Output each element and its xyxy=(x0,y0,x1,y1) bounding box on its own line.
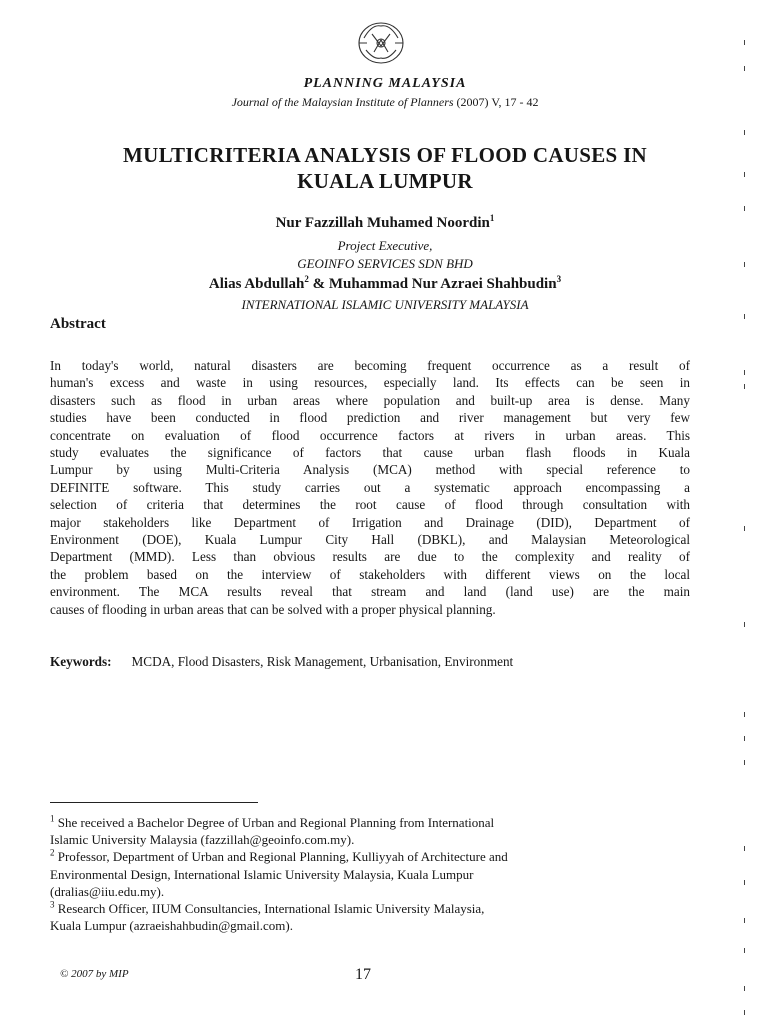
scan-margin-marks xyxy=(744,0,764,1024)
scan-mark xyxy=(744,986,745,991)
journal-subtitle xyxy=(0,95,770,110)
footnote-3-text: Research Officer, IIUM Consultancies, International Islamic University Malaysia, xyxy=(54,901,485,917)
paper-title-line-1: MULTICRITERIA ANALYSIS OF FLOOD CAUSES IN xyxy=(122,143,648,167)
footnote-divider xyxy=(50,802,258,803)
abstract-line: the problem based on the interview of stakeholders with different views on the local xyxy=(50,566,690,582)
footnote-2-mark: 2 xyxy=(50,848,55,859)
keywords-label: Keywords: xyxy=(50,654,112,669)
abstract-line: concentrate on evaluation of flood occurrence factors at rivers in urban areas. This xyxy=(50,427,690,443)
abstract-line: selection of criteria that determines the root cause of flood through consultation with xyxy=(50,497,690,513)
paper-title-line-2: KUALA LUMPUR xyxy=(297,169,473,193)
page-number: 17 xyxy=(355,966,371,983)
author-1-name: Nur Fazzillah Muhamed Noordin xyxy=(275,215,490,231)
abstract-line: disasters such as flood in urban areas where population and built-up area is dense. Many xyxy=(50,392,690,408)
scan-mark xyxy=(744,880,745,885)
footnote-line: Islamic University Malaysia (fazzillah@geoinfo.com.my). xyxy=(50,832,355,848)
footnote-line xyxy=(50,814,700,831)
footnote-line: (dralias@iiu.edu.my). xyxy=(50,883,165,899)
scan-mark xyxy=(744,314,745,319)
footnote-1 xyxy=(50,814,700,848)
scan-mark xyxy=(744,526,745,531)
author-2-name: Alias Abdullah xyxy=(208,276,305,292)
abstract-line: human's excess and waste in using resources, especially land. Its effects can be seen in xyxy=(50,375,690,391)
scan-mark xyxy=(744,736,745,741)
abstract-line: In today's world, natural disasters are becoming frequent occurrence as a result of xyxy=(50,358,690,373)
journal-subtitle-text: Journal of the Malaysian Institute of Planners xyxy=(231,95,454,109)
abstract-line: environment. The MCA results reveal that stream and land (land use) are the main xyxy=(50,584,690,600)
authors-2-3 xyxy=(0,276,770,293)
paper-title xyxy=(40,142,730,194)
author-1-footnote-mark: 1 xyxy=(489,213,495,223)
keywords-value: MCDA, Flood Disasters, Risk Management, Urbanisation, Environment xyxy=(131,654,514,669)
scan-mark xyxy=(744,712,745,717)
scan-mark xyxy=(744,172,745,177)
abstract-line: studies have been conducted in flood prediction and river management but very few xyxy=(50,410,690,426)
abstract-heading: Abstract xyxy=(50,316,106,332)
abstract-line: causes of flooding in urban areas that can be solved with a proper physical planning. xyxy=(50,601,496,617)
author-1-role: Project Executive, xyxy=(337,238,433,253)
abstract-line: Department (MMD). Less than obvious results are due to the complexity and reality of xyxy=(50,549,690,565)
keywords xyxy=(50,654,513,670)
footnote-1-text: She received a Bachelor Degree of Urban and Regional Planning from International xyxy=(54,815,495,830)
scan-mark xyxy=(744,66,745,71)
scan-mark xyxy=(744,40,745,45)
scan-mark xyxy=(744,622,745,627)
footnotes xyxy=(50,814,700,934)
abstract-line: Lumpur by using Multi-Criteria Analysis (MCA) method with special reference to xyxy=(50,462,690,478)
abstract-line: Environment (DOE), Kuala Lumpur City Hall (DBKL), and Malaysian Meteorological xyxy=(50,532,690,548)
scan-mark xyxy=(744,846,745,851)
author-joiner: & xyxy=(308,276,329,292)
scan-mark xyxy=(744,1010,745,1015)
authors-2-3-organization: INTERNATIONAL ISLAMIC UNIVERSITY MALAYSIA xyxy=(241,297,529,312)
scan-mark xyxy=(744,918,745,923)
abstract-body xyxy=(50,357,690,618)
footnote-line: Environmental Design, International Islamic University Malaysia, Kuala Lumpur xyxy=(50,866,474,882)
abstract-line: major stakeholders like Department of Irrigation and Drainage (DID), Department of xyxy=(50,514,690,530)
author-1-organization: GEOINFO SERVICES SDN BHD xyxy=(297,256,473,271)
scan-mark xyxy=(744,206,745,211)
abstract-line: study evaluates the significance of factors that cause urban flash floods in Kuala xyxy=(50,445,690,461)
footnote-3 xyxy=(50,900,700,934)
scan-mark xyxy=(744,760,745,765)
scan-mark xyxy=(744,948,745,953)
scan-mark xyxy=(744,384,745,389)
footnote-line: Kuala Lumpur (azraeishahbudin@gmail.com). xyxy=(50,918,294,934)
footnote-1-mark: 1 xyxy=(50,813,55,824)
scan-mark xyxy=(744,370,745,375)
journal-name: PLANNING MALAYSIA xyxy=(303,76,467,91)
copyright: © 2007 by MIP xyxy=(60,968,129,980)
scan-mark xyxy=(744,130,745,135)
author-3-footnote-mark: 3 xyxy=(556,274,562,284)
footnote-line xyxy=(50,900,700,917)
author-3-name: Muhammad Nur Azraei Shahbudin xyxy=(328,276,557,292)
footnote-3-mark: 3 xyxy=(50,899,55,910)
journal-issue: (2007) V, 17 - 42 xyxy=(456,95,539,109)
author-1 xyxy=(0,215,770,232)
author-2-footnote-mark: 2 xyxy=(304,274,309,284)
institute-logo-icon xyxy=(352,14,410,72)
abstract-line: DEFINITE software. This study carries out a systematic approach encompassing a xyxy=(50,479,690,495)
scan-mark xyxy=(744,262,745,267)
footnote-2-text: Professor, Department of Urban and Regional Planning, Kulliyyah of Architecture and xyxy=(54,849,508,865)
footnote-line xyxy=(50,848,700,865)
footnote-2 xyxy=(50,848,700,900)
